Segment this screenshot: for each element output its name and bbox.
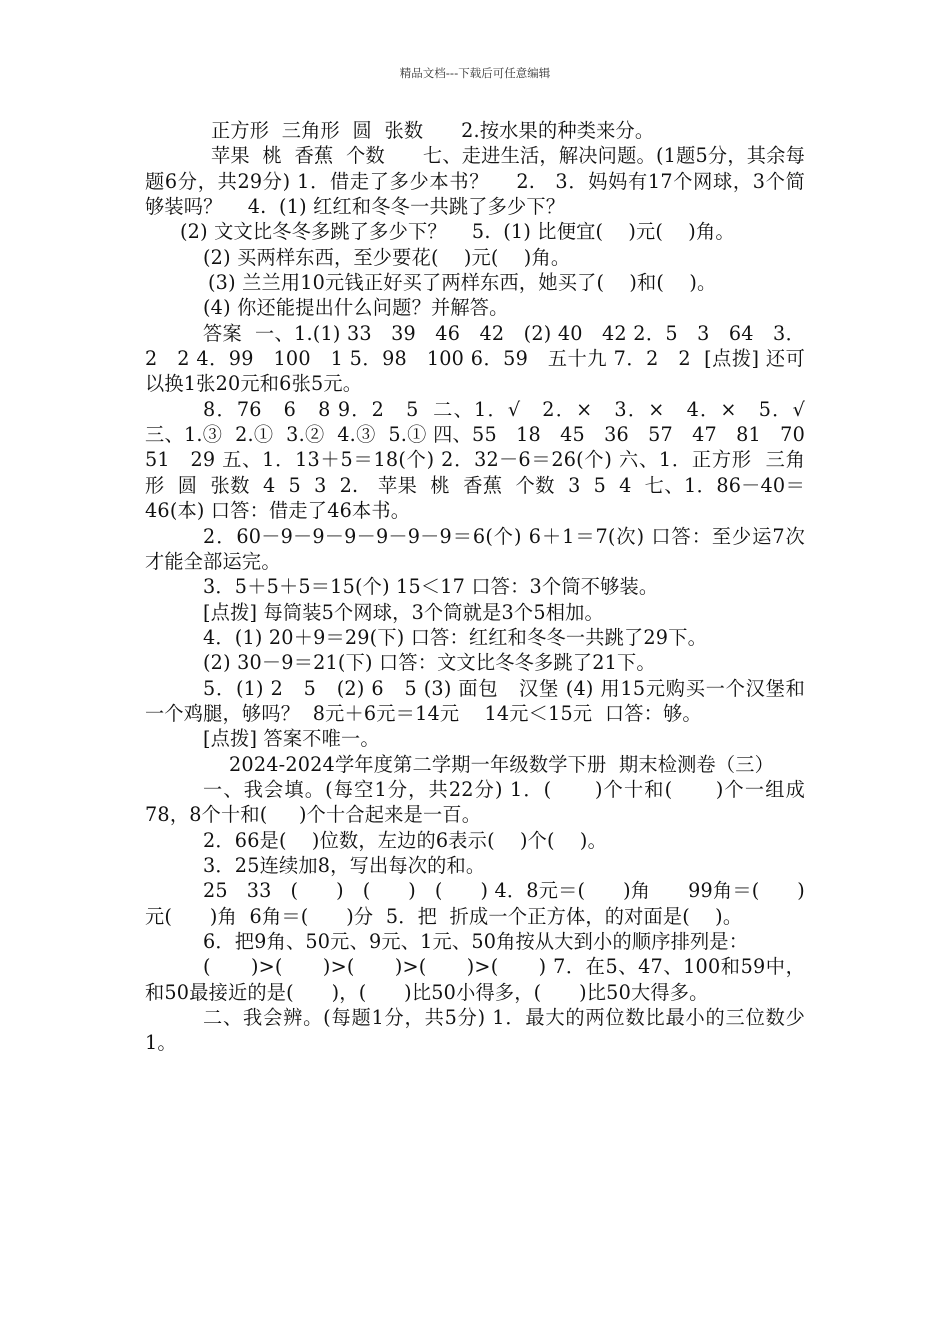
document-body [145,118,824,1056]
answer-paragraph: [点拨] 每筒装5个网球，3个筒就是3个5相加。 [203,600,604,624]
answer-paragraph: 答案 一、1.(1) 33 39 46 42 (2) 40 42 2．5 3 64 3．2 2 4．99 100 1 5．98 100 6．59 五十九 7．2 2 [点拨] 还可以换1张20元和6张5元。 [145,321,805,396]
paragraph: (4) 你还能提出什么问题？并解答。 [203,296,509,320]
page-header: 精品文档---下载后可任意编辑 [399,66,551,80]
paragraph: 苹果 桃 香蕉 个数 七、走进生活，解决问题。(1题5分，其余每题6分，共29分) 1．借走了多少本书？ 2. 3．妈妈有17个网球，3个简够装吗？ 4. (1) 红红和冬冬一共跳了多少下？ [145,144,805,219]
answer-paragraph: 2．60－9－9－9－9－9－9＝6(个) 6＋1＝7(次) 口答：至少运7次才能全部运完。 [145,524,805,573]
answer-paragraph: 3．5＋5＋5＝15(个) 15＜17 口答：3个筒不够装。 [203,575,659,599]
paragraph: (3) 兰兰用10元钱正好买了两样东西，她买了( )和( )。 [208,271,717,295]
answer-paragraph: 4．(1) 20＋9＝29(下) 口答：红红和冬冬一共跳了29下。 [203,625,707,649]
paragraph: 正方形 三角形 圆 张数 2.按水果的种类来分。 [211,119,655,142]
exam-title: 2024-2024学年度第二学期一年级数学下册 期末检测卷（三） [229,752,775,776]
answer-paragraph: 5．(1) 2 5 (2) 6 5 (3) 面包 汉堡 (4) 用15元购买一个汉堡和一个鸡腿，够吗？ 8元＋6元＝14元 14元＜15元 口答：够。 [145,676,805,725]
answer-paragraph: [点拨] 答案不唯一。 [203,727,380,751]
paragraph: (2) 买两样东西，至少要花( )元( )角。 [203,245,571,269]
question-paragraph: ( )>( )>( )>( )>( ) 7．在5、47、100和59中，和50最接近的是( )，( )比50小得多，( )比50大得多。 [145,955,805,1004]
question-paragraph: 6．把9角、50元、9元、1元、50角按从大到小的顺序排列是： [203,930,749,953]
question-paragraph: 2．66是( )位数，左边的6表示( )个( )。 [203,828,607,852]
question-paragraph: 3．25连续加8，写出每次的和。 [203,853,486,877]
question-paragraph: 25 33 ( ) ( ) ( ) 4．8元＝( )角 99角＝( )元( )角 6角＝( )分 5．把 折成一个正方体，的对面是( )。 [145,879,805,928]
question-paragraph: 二、我会辨。(每题1分，共5分) 1．最大的两位数比最小的三位数少1。 [145,1006,805,1055]
question-paragraph: 一、我会填。(每空1分，共22分) 1．( )个十和( )个一组成78，8个十和( )个十合起来是一百。 [145,777,805,827]
answer-paragraph: (2) 30－9＝21(下) 口答：文文比冬冬多跳了21下。 [203,651,656,675]
answer-paragraph: 8．76 6 8 9．2 5 二、1．√ 2．× 3．× 4．× 5．√ 三、1.③ 2.① 3.② 4.③ 5.① 四、55 18 45 36 57 47 81 70 51 29 五、1．13＋5＝18(个) 2．32－6＝26(个) 六、1．正方形 三角形 圆 张数 4 5 3 2. 苹果 桃 香蕉 个数 3 5 4 七、1．86－40＝46(本) 口答：借走了46本书。 [145,397,824,523]
paragraph: (2) 文文比冬冬多跳了多少下？ 5. (1) 比便宜( )元( )角。 [180,220,735,244]
